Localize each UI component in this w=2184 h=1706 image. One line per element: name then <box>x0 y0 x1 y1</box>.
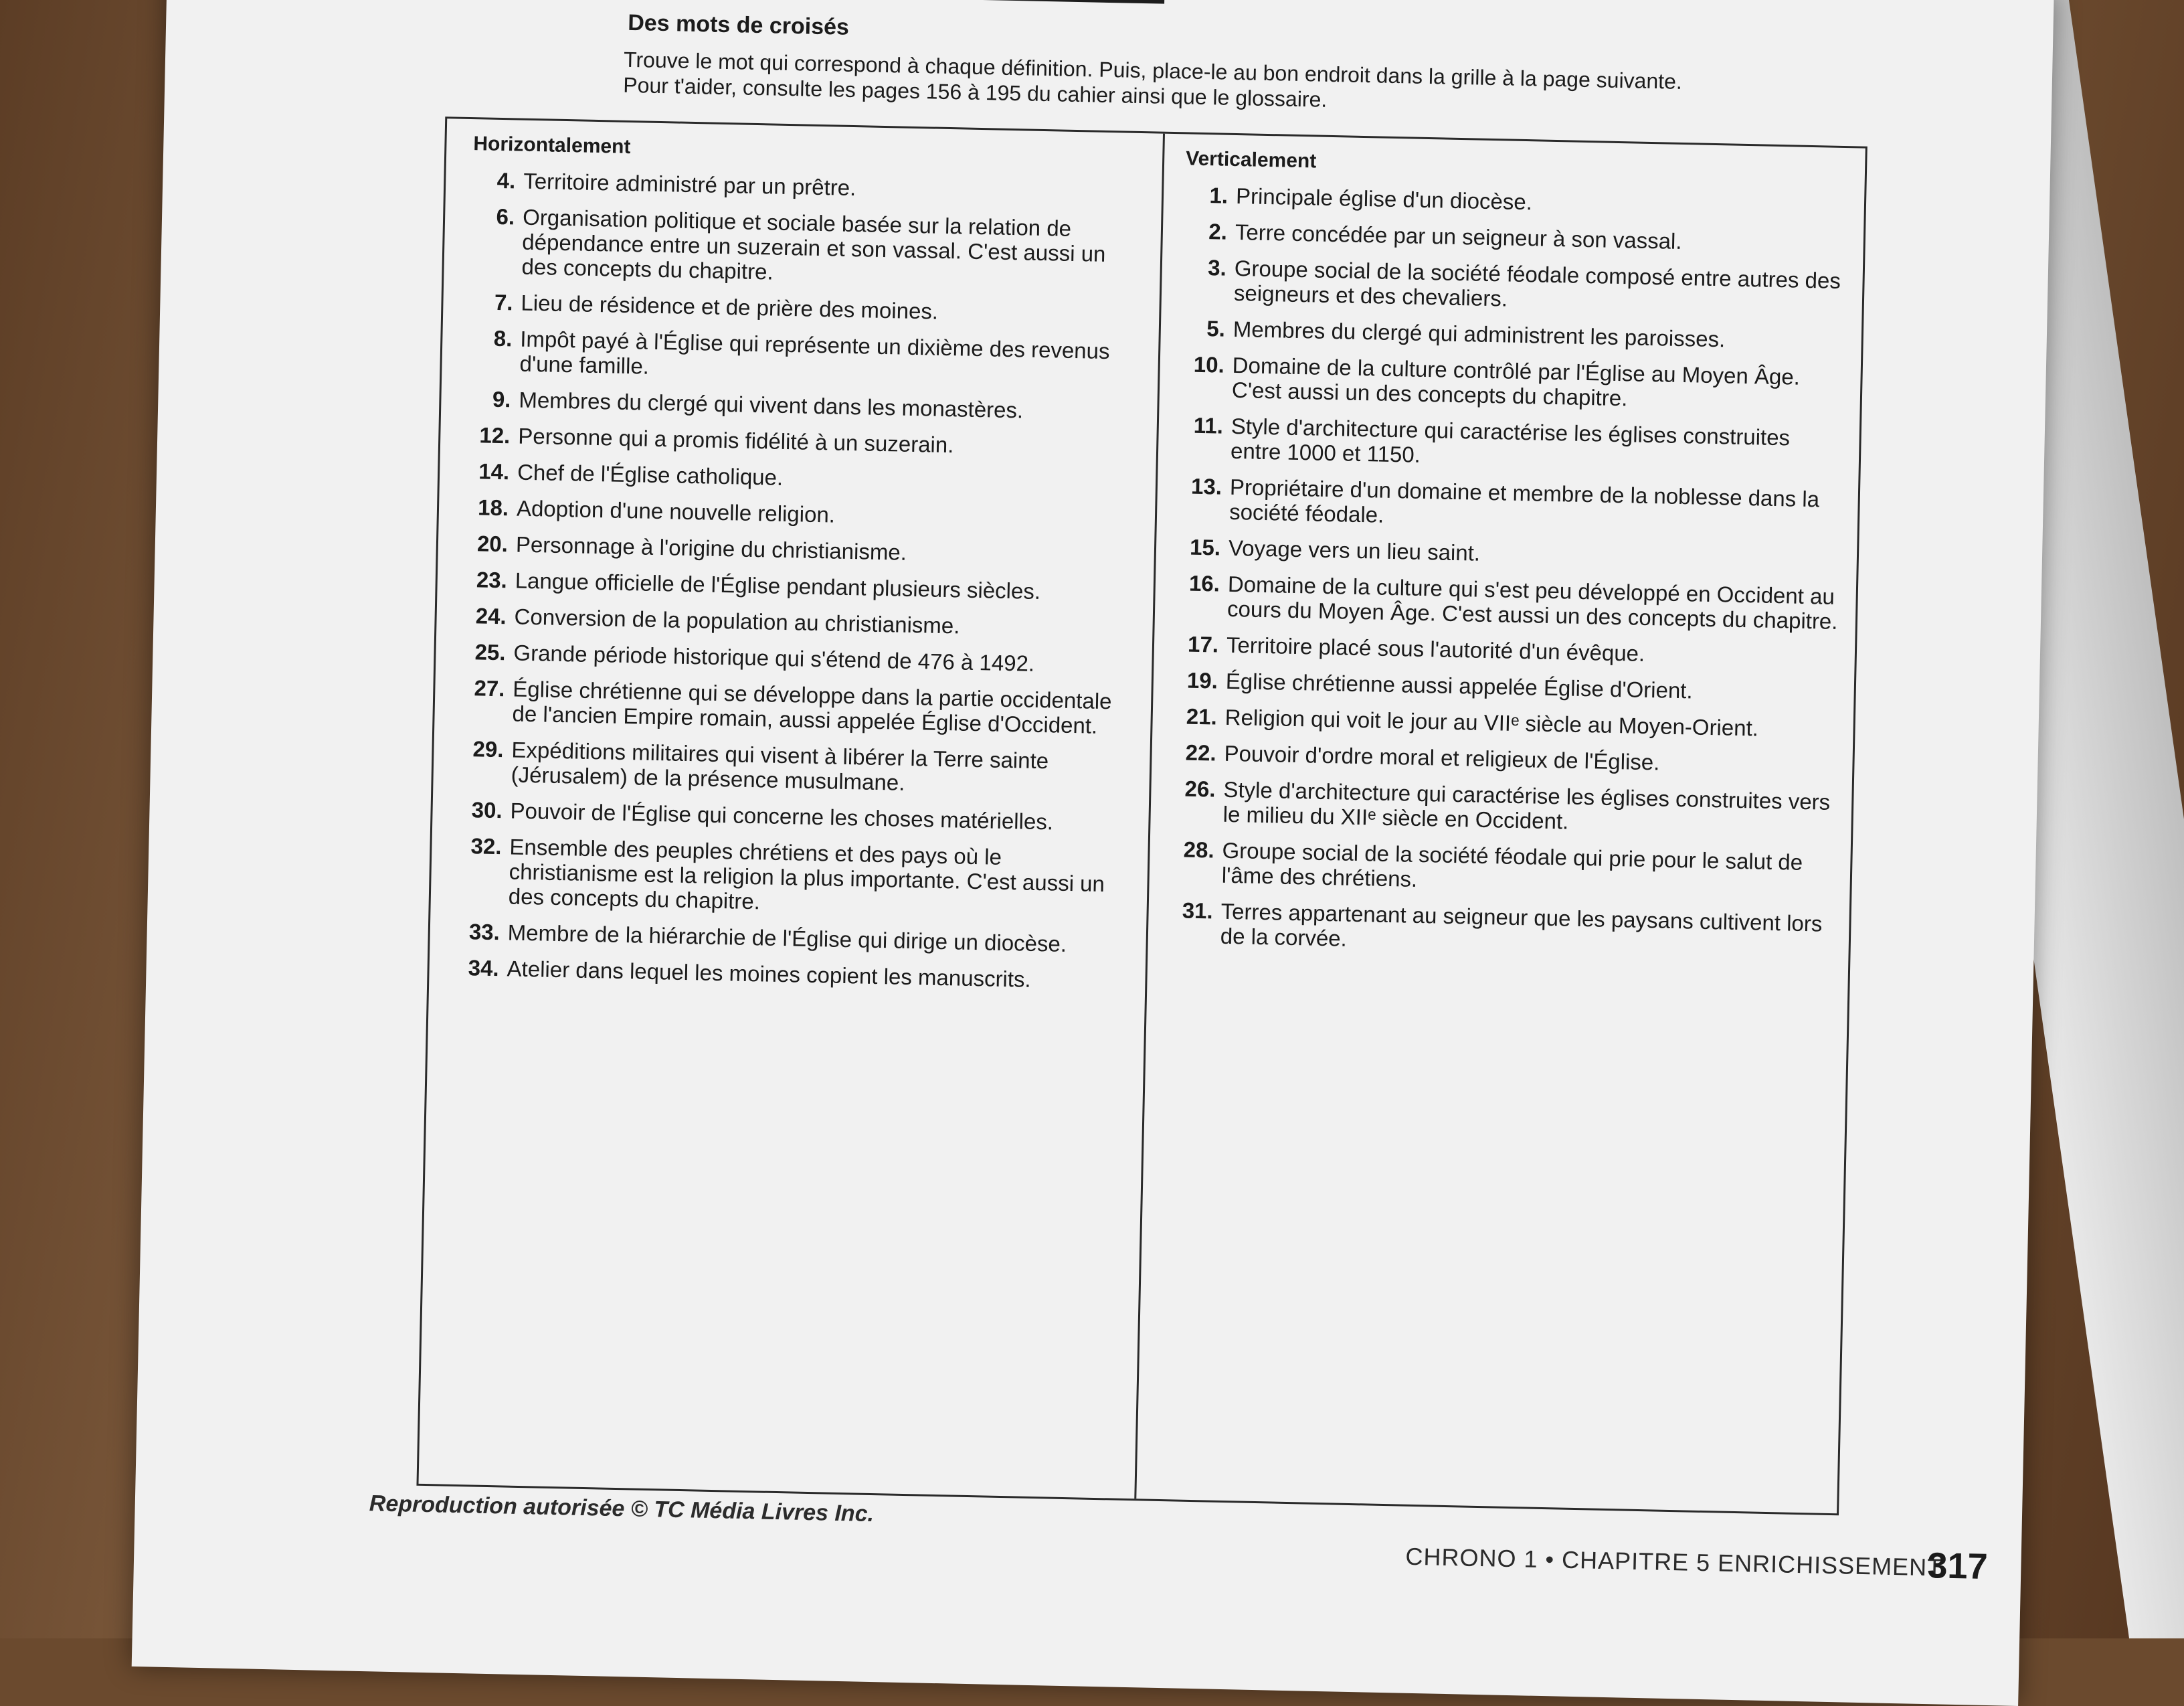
horizontal-clue <box>463 603 1133 642</box>
clue-text: Principale église d'un diocèse. <box>1235 183 1533 215</box>
vertical-clue <box>1173 740 1836 778</box>
clue-number: 6. <box>496 203 515 230</box>
horizontal-clue <box>460 736 1129 800</box>
clue-text: Chef de l'Église catholique. <box>517 459 784 490</box>
vertical-clue <box>1176 631 1839 670</box>
vertical-clue <box>1170 898 1833 961</box>
vertical-clue <box>1172 776 1835 839</box>
clue-number: 24. <box>475 603 507 629</box>
vertical-clue-list <box>1170 182 1848 960</box>
section-title: Des mots de croisés <box>627 9 850 40</box>
clue-number: 31. <box>1182 898 1214 924</box>
vertical-clue <box>1176 570 1839 634</box>
horizontal-clue <box>462 639 1132 678</box>
horizontal-clue <box>464 567 1133 606</box>
clue-text: Propriétaire d'un domaine et membre de la noblesse dans la société féodale. <box>1228 474 1820 527</box>
clue-number: 33. <box>468 919 500 945</box>
clue-number: 15. <box>1189 534 1221 560</box>
clue-text: Membre de la hiérarchie de l'Église qui dirige un diocèse. <box>507 920 1067 956</box>
clue-text: Lieu de résidence et de prière des moines. <box>521 290 939 324</box>
clue-text: Groupe social de la société féodale composé entre autres des seigneurs et des chevaliers. <box>1233 255 1841 311</box>
vertical-clue <box>1181 351 1844 415</box>
clue-number: 23. <box>476 567 508 593</box>
clue-number: 29. <box>472 736 504 762</box>
horizontal-heading: Horizontalement <box>473 133 631 159</box>
horizontal-clue <box>458 833 1128 922</box>
clue-number: 18. <box>477 495 509 521</box>
horizontal-clue <box>456 955 1125 994</box>
vertical-clue <box>1182 315 1845 354</box>
clue-text: Domaine de la culture contrôlé par l'Église au Moyen Âge. C'est aussi un des concepts du chapitre. <box>1231 352 1801 411</box>
horizontal-clue <box>468 386 1138 425</box>
vertical-column <box>1169 147 1848 972</box>
vertical-clue <box>1183 254 1846 318</box>
clue-number: 21. <box>1186 703 1218 730</box>
clue-number: 26. <box>1184 776 1216 802</box>
clue-number: 3. <box>1207 255 1227 280</box>
clue-text: Groupe social de la société féodale qui prie pour le salut de l'âme des chrétiens. <box>1221 837 1803 891</box>
vertical-heading: Verticalement <box>1185 147 1317 173</box>
column-divider <box>1134 134 1165 1499</box>
running-footer: CHRONO 1 • CHAPITRE 5 ENRICHISSEMENT <box>1405 1542 1943 1582</box>
horizontal-clue <box>470 289 1140 328</box>
clue-number: 5. <box>1206 316 1226 341</box>
vertical-clue <box>1185 182 1848 221</box>
clue-text: Église chrétienne aussi appelée Église d'Orient. <box>1225 668 1694 703</box>
horizontal-clue <box>465 531 1135 570</box>
clue-text: Territoire placé sous l'autorité d'un évêque. <box>1226 632 1645 666</box>
vertical-clue <box>1174 703 1837 742</box>
clue-number: 32. <box>470 833 502 859</box>
clue-text: Territoire administré par un prêtre. <box>523 168 856 201</box>
horizontal-clue <box>459 797 1129 836</box>
copyright-notice: Reproduction autorisée © TC Média Livres Inc. <box>369 1490 875 1527</box>
clue-text: Personnage à l'origine du christianisme. <box>515 531 907 565</box>
instructions: Trouve le mot qui correspond à chaque définition. Puis, place-le au bon endroit dans la grille à la page suivante. Pour t'aider, consulte les pages 156 à 195 du cahier ainsi que le glossaire. <box>622 47 1683 112</box>
clue-number: 20. <box>476 531 509 557</box>
clue-number: 1. <box>1209 183 1228 208</box>
clue-number: 14. <box>478 458 510 485</box>
clue-text: Pouvoir de l'Église qui concerne les choses matérielles. <box>510 798 1054 835</box>
clue-number: 8. <box>493 325 513 351</box>
clue-number: 10. <box>1193 351 1225 377</box>
clue-number: 9. <box>492 386 511 412</box>
horizontal-clue <box>470 203 1141 292</box>
clue-text: Impôt payé à l'Église qui représente un dixième des revenus d'une famille. <box>519 326 1110 379</box>
clue-text: Église chrétienne qui se développe dans la partie occidentale de l'ancien Empire romain, aussi appelée Église d'Occident. <box>512 676 1112 738</box>
clue-text: Membres du clergé qui vivent dans les monastères. <box>519 387 1024 423</box>
horizontal-clue <box>467 422 1137 461</box>
clue-text: Domaine de la culture qui s'est peu développé en Occident au cours du Moyen Âge. C'est aussi un des concepts du chapitre. <box>1226 571 1838 634</box>
vertical-clue <box>1175 667 1838 706</box>
vertical-clue <box>1180 412 1843 476</box>
clue-text: Style d'architecture qui caractérise les églises construites entre 1000 et 1150. <box>1230 413 1791 467</box>
page-number: 317 <box>1926 1545 1989 1587</box>
horizontal-column <box>456 133 1143 1005</box>
clue-number: 28. <box>1183 837 1214 863</box>
clue-number: 19. <box>1186 667 1218 693</box>
clue-text: Atelier dans lequel les moines copient les manuscrits. <box>507 956 1032 992</box>
clue-text: Terres appartenant au seigneur que les paysans cultivent lors de la corvée. <box>1220 898 1823 951</box>
clue-number: 34. <box>468 955 500 981</box>
horizontal-clue <box>456 919 1126 958</box>
clue-number: 30. <box>471 797 503 823</box>
clue-number: 2. <box>1208 219 1228 244</box>
clue-number: 11. <box>1193 412 1224 438</box>
horizontal-clue <box>472 167 1142 206</box>
clue-number: 16. <box>1188 570 1220 596</box>
clue-box <box>416 116 1867 1515</box>
clue-text: Style d'architecture qui caractérise les églises construites vers le milieu du XIIᵉ siècle en Occident. <box>1222 776 1831 834</box>
clue-text: Membres du clergé qui administrent les paroisses. <box>1233 316 1726 352</box>
horizontal-clue <box>461 675 1131 739</box>
vertical-clue <box>1170 837 1833 900</box>
clue-text: Conversion de la population au christianisme. <box>514 604 960 638</box>
clue-text: Grande période historique qui s'étend de 476 à 1492. <box>513 640 1035 676</box>
clue-text: Ensemble des peuples chrétiens et des pays où le christianisme est la religion la plus importante. C'est aussi un des concepts du chapitre. <box>508 834 1105 914</box>
clue-number: 4. <box>496 167 516 193</box>
vertical-clue <box>1178 473 1841 537</box>
vertical-clue <box>1184 218 1847 257</box>
horizontal-clue-list <box>456 167 1142 994</box>
clue-number: 13. <box>1190 473 1222 499</box>
clue-text: Organisation politique et sociale basée sur la relation de dépendance entre un suzerain et son vassal. C'est aussi un des concepts du chapitre. <box>521 204 1106 284</box>
clue-number: 12. <box>479 422 511 448</box>
worksheet-page <box>132 0 2054 1706</box>
clue-text: Terre concédée par un seigneur à son vassal. <box>1235 219 1682 254</box>
clue-text: Voyage vers un lieu saint. <box>1228 535 1481 566</box>
horizontal-clue <box>466 458 1136 497</box>
vertical-clue <box>1178 534 1841 573</box>
clue-text: Religion qui voit le jour au VIIᵉ siècle au Moyen-Orient. <box>1224 704 1759 741</box>
clue-number: 22. <box>1185 740 1217 766</box>
horizontal-clue <box>468 325 1138 389</box>
chapter-banner <box>635 0 1165 4</box>
clue-number: 17. <box>1187 631 1219 657</box>
clue-text: Expéditions militaires qui visent à libérer la Terre sainte (Jérusalem) de la présence musulmane. <box>511 737 1049 795</box>
clue-number: 25. <box>474 639 506 665</box>
clue-number: 7. <box>494 289 513 315</box>
clue-text: Pouvoir d'ordre moral et religieux de l'Église. <box>1224 740 1660 775</box>
horizontal-clue <box>466 495 1135 533</box>
clue-number: 27. <box>474 675 505 701</box>
clue-text: Adoption d'une nouvelle religion. <box>516 495 836 527</box>
clue-text: Personne qui a promis fidélité à un suzerain. <box>517 423 954 458</box>
clue-text: Langue officielle de l'Église pendant plusieurs siècles. <box>515 568 1041 604</box>
